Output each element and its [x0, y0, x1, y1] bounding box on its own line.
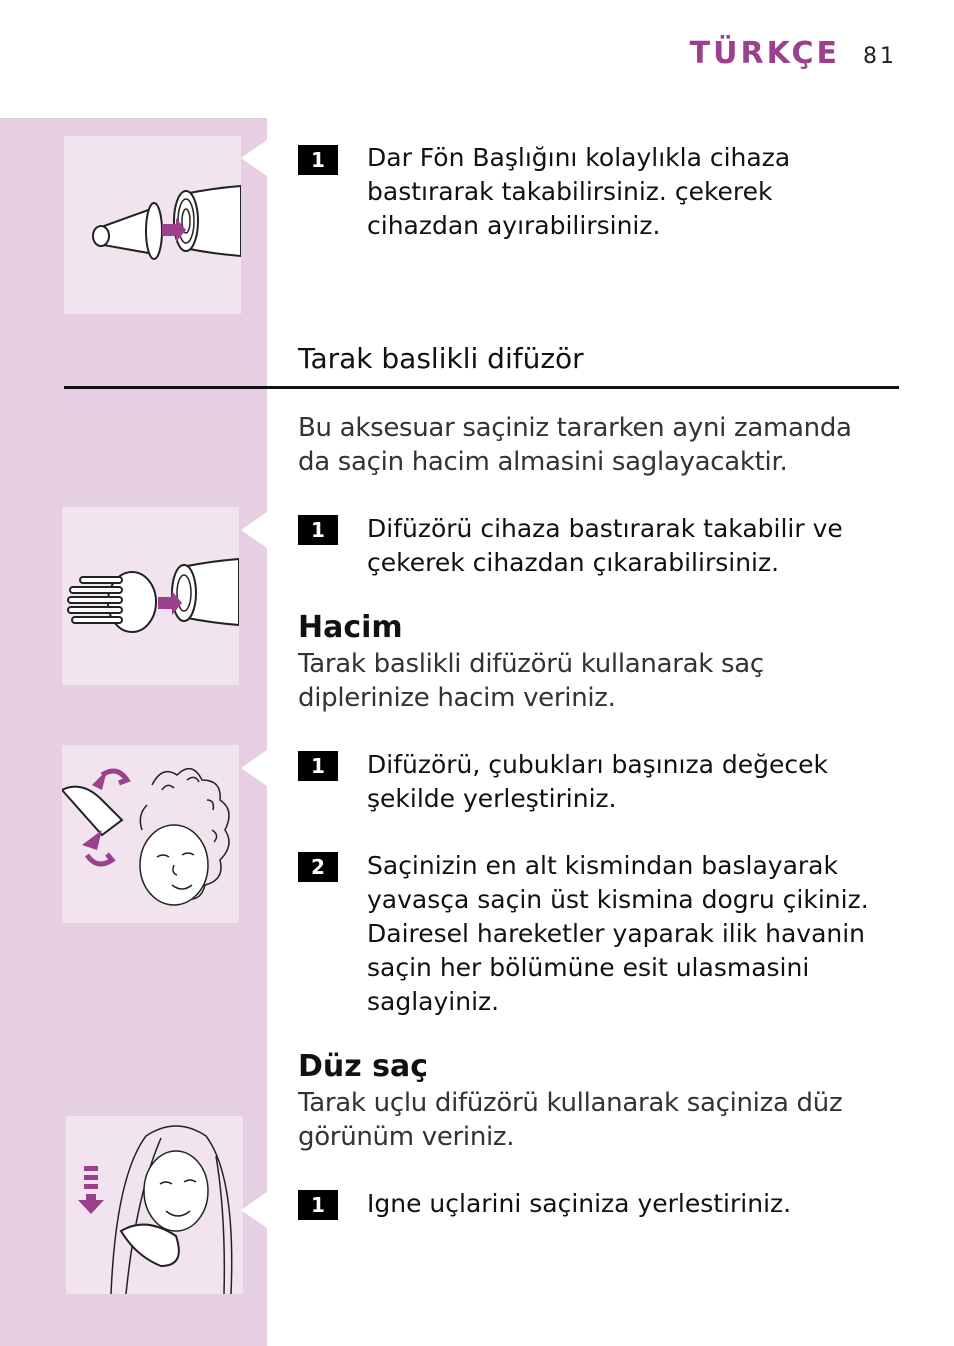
- step-number-badge: 1: [298, 751, 338, 781]
- hair-dryer-nozzle-icon: [64, 136, 241, 314]
- step-text: Difüzörü cihaza bastırarak takabilir ve çekerek cihazdan çıkarabilirsiniz.: [367, 514, 843, 577]
- step-text: Saçinizin en alt kismindan baslayarak yavasça saçin üst kismina dogru çikiniz. Dairesel hareketler yaparak ilik havanin saçin her bölümüne esit ulasmasini saglayiniz.: [367, 851, 869, 1016]
- step-text: Difüzörü, çubukları başınıza değecek şekilde yerleştiriniz.: [367, 750, 828, 813]
- subsection-intro: Tarak baslikli difüzörü kullanarak saç diplerinize hacim veriniz.: [298, 649, 764, 713]
- woman-curly-hair-diffuser-icon: [62, 745, 239, 923]
- section-divider: [64, 386, 899, 389]
- step-number-badge: 1: [298, 515, 338, 545]
- step-number-badge: 2: [298, 852, 338, 882]
- pointer-triangle: [241, 140, 267, 176]
- subsection-title: Düz saç: [298, 1049, 429, 1084]
- pointer-triangle: [241, 1192, 267, 1228]
- subsection-intro: Tarak uçlu difüzörü kullanarak saçiniza düz görünüm veriniz.: [298, 1088, 843, 1152]
- hair-dryer-diffuser-icon: [62, 507, 239, 685]
- woman-straight-hair-diffuser-icon: [66, 1116, 243, 1294]
- step-text: Igne uçlarini saçiniza yerlestiriniz.: [367, 1189, 792, 1218]
- page-number: 81: [863, 44, 897, 69]
- step-text: Dar Fön Başlığını kolaylıkla cihaza bastırarak takabilirsiniz. çekerek cihazdan ayırabilirsiniz.: [367, 143, 791, 240]
- language-title: TÜRKÇE: [689, 36, 840, 71]
- section-intro: Bu aksesuar saçiniz tararken ayni zamanda da saçin hacim almasini saglayacaktir.: [298, 413, 852, 477]
- subsection-title: Hacim: [298, 610, 403, 645]
- step-number-badge: 1: [298, 1190, 338, 1220]
- step-number-badge: 1: [298, 145, 338, 175]
- pointer-triangle: [241, 512, 267, 548]
- pointer-triangle: [241, 750, 267, 786]
- section-title: Tarak baslikli difüzör: [298, 342, 584, 375]
